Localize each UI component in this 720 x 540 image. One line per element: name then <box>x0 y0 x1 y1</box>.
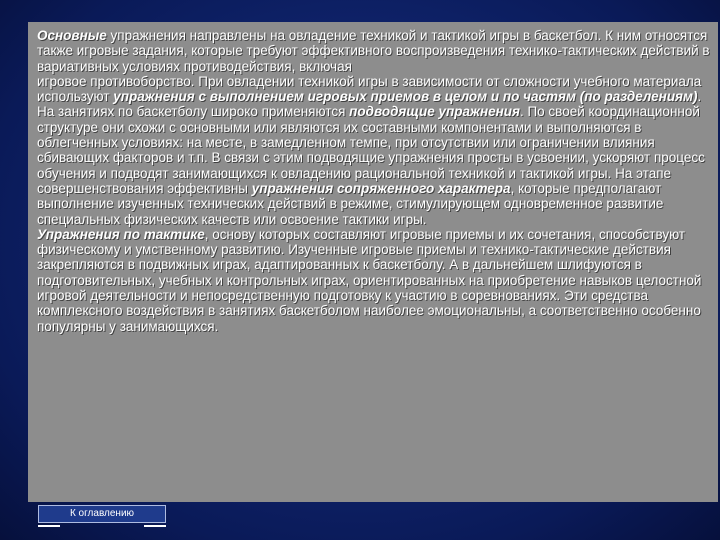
text-emphasis: Упражнения по тактике <box>37 226 205 242</box>
text-run: . На занятиях по баскетболу широко применяются <box>37 89 702 120</box>
toc-nav <box>38 505 166 525</box>
text-emphasis: Основные <box>37 28 107 43</box>
text-run: игровое противоборство. При овладении техникой игры в зависимости от сложности учебного материала используют <box>37 73 702 105</box>
text-run: . По своей координационной структуре они схожи с основными или являются их составными компонентами и выполняются в облегченных условиях: на месте, в замедленном темпе, при отсутствии или ограничении влияния сбивающих факторов и т.п. В связи с этим подводящие упражнения просты в усвоении, ускоряют процесс обучения и подводят занимающихся к овладению рациональной техникой и тактикой игры. На этапе совершенствования эффективны <box>37 104 705 196</box>
text-run: упражнения направлены на овладение техникой и тактикой игры в баскетбол. К ним относятся также игровые задания, которые требуют эффективного воспроизведения технико-тактических действий в вариативных условиях противодействия, включая <box>37 28 710 74</box>
button-underline-left <box>38 525 60 527</box>
text-run: , которые предполагают выполнение изученных технических действий в режиме, стимулирующем одновременное развитие специальных физических качеств или освоение тактики игры. <box>37 180 664 227</box>
body-text <box>37 28 710 334</box>
text-run: , основу которых составляют игровые приемы и их сочетания, способствуют физическому и умственному развитию. Изученные игровые приемы и технико-тактические действия закрепляются в подвижных играх, адаптированных к баскетболу. А в дальнейшем шлифуются в подготовительных, учебных и контрольных играх, ориентированных на приобретение навыков целостной игровой деятельности и непосредственную подготовку к участию в соревнованиях. Эти средства комплексного воздействия в занятиях баскетболом наиболее эмоциональны, а соответственно особенно популярны у занимающихся. <box>37 226 702 334</box>
text-emphasis: упражнения с выполнением игровых приемов в целом и по частям (по разделениям) <box>113 89 698 105</box>
button-underline-right <box>144 525 166 527</box>
text-emphasis: упражнения сопряженного характера <box>251 180 511 196</box>
toc-button[interactable] <box>38 505 166 523</box>
text-panel <box>28 22 718 502</box>
toc-button-label: К оглавлению <box>69 508 135 519</box>
text-emphasis: подводящие упражнения <box>349 104 520 120</box>
